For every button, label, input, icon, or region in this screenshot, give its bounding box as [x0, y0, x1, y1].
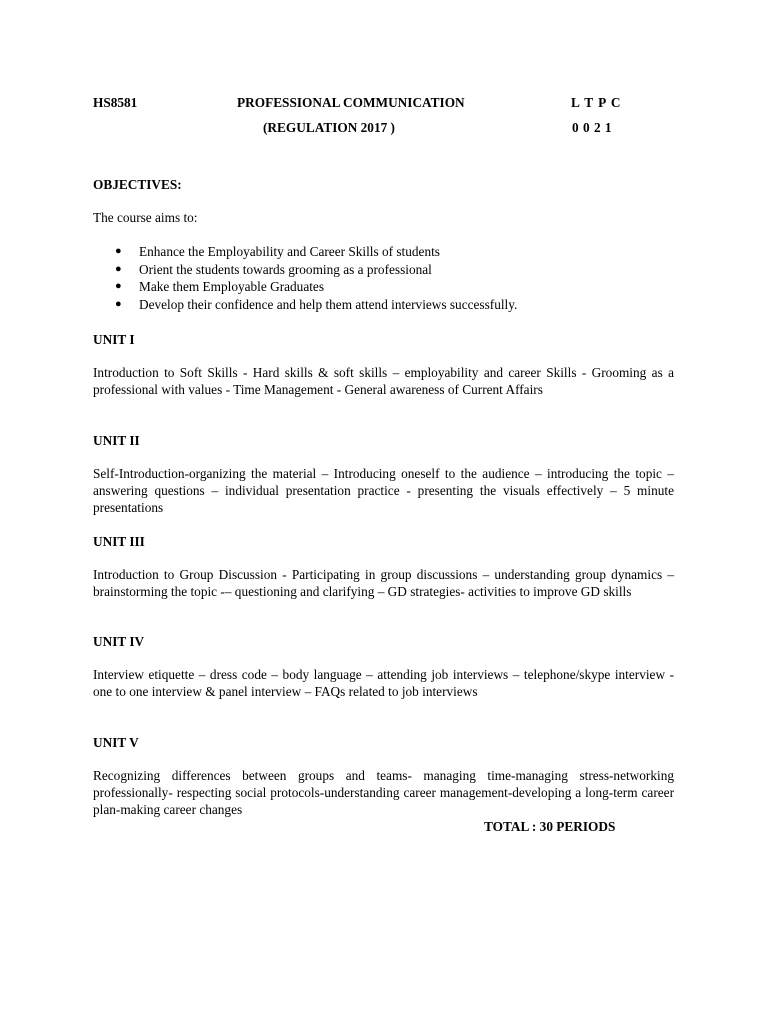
objectives-list	[115, 243, 517, 313]
unit-2-heading: UNIT II	[93, 433, 140, 448]
regulation: (REGULATION 2017 )	[263, 120, 395, 135]
ltpc-values: 0 0 2 1	[572, 120, 612, 135]
objectives-intro: The course aims to:	[93, 210, 198, 225]
list-item: ● Develop their confidence and help them attend interviews successfully.	[115, 296, 518, 312]
list-item: ● Make them Employable Graduates	[115, 279, 324, 295]
ltpc-label: L T P C	[571, 95, 621, 110]
unit-3-heading: UNIT III	[93, 534, 145, 549]
unit-4-heading: UNIT IV	[93, 634, 145, 649]
unit-1-heading: UNIT I	[93, 332, 135, 347]
bullet-icon: ●	[115, 297, 122, 310]
unit-3-text: Introduction to Group Discussion - Participating in group discussions – understanding group dynamics – brainstorming the topic -– questioning and clarifying – GD strategies- activities to improve GD skills	[93, 567, 674, 599]
course-code: HS8581	[93, 95, 138, 110]
unit-1-text: Introduction to Soft Skills - Hard skills & soft skills – employability and career Skills - Grooming as a professional with values - Time Management - General awareness of Current Affairs	[93, 365, 674, 397]
bullet-icon: ●	[115, 280, 122, 293]
total-periods: TOTAL : 30 PERIODS	[484, 819, 616, 834]
list-item: ● Enhance the Employability and Career Skills of students	[115, 244, 440, 259]
bullet-icon: ●	[115, 262, 122, 275]
objectives-heading: OBJECTIVES:	[93, 177, 182, 192]
unit-5-heading: UNIT V	[93, 735, 139, 750]
unit-2-text: Self-Introduction-organizing the material – Introducing oneself to the audience – introducing the topic – answering questions – individual presentation practice - presenting the visuals effectively – 5 minute presentations	[93, 466, 674, 515]
unit-4-text: Interview etiquette – dress code – body language – attending job interviews – telephone/skype interview -one to one interview & panel interview – FAQs related to job interviews	[93, 667, 674, 699]
course-title: PROFESSIONAL COMMUNICATION	[237, 95, 465, 110]
list-item: ● Orient the students towards grooming as a professional	[115, 261, 432, 277]
bullet-icon: ●	[115, 245, 122, 257]
unit-5-text: Recognizing differences between groups and teams- managing time-managing stress-networking professionally- respecting social protocols-understanding career management-developing a long-term career plan-making career changes	[93, 768, 674, 817]
